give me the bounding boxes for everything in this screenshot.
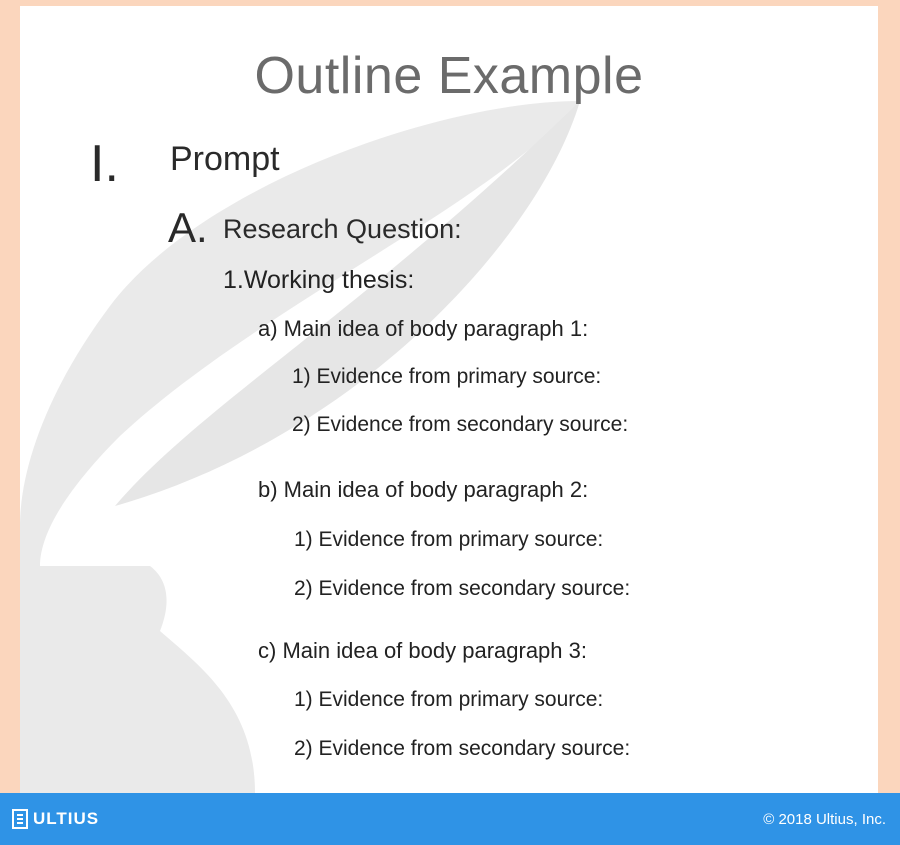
outline-section-label: Prompt	[170, 140, 280, 178]
outline-roman-numeral: I.	[90, 135, 119, 193]
outline-thesis-item	[223, 266, 414, 295]
ultius-logo	[12, 809, 99, 829]
outline-evidence-item: 1) Evidence from primary source:	[294, 688, 604, 711]
logo-text: ULTIUS	[33, 809, 100, 828]
outline-evidence-item: 1) Evidence from primary source:	[294, 528, 604, 551]
outline-paragraph-item: c) Main idea of body paragraph 3:	[258, 638, 587, 663]
outline-evidence-item: 2) Evidence from secondary source:	[292, 413, 629, 436]
copyright-text: © 2018 Ultius, Inc.	[763, 811, 886, 828]
page-title: Outline Example	[254, 47, 644, 105]
document-logo-icon	[12, 809, 30, 829]
outline-evidence-item: 2) Evidence from secondary source:	[294, 577, 631, 600]
outline-evidence-item: 1) Evidence from primary source:	[292, 365, 602, 388]
outline-thesis-number: 1.	[223, 266, 244, 294]
outline-subsection-letter: A.	[168, 204, 208, 251]
outline-paragraph-item: a) Main idea of body paragraph 1:	[258, 316, 589, 341]
outline-card	[20, 6, 878, 793]
outline-evidence-item: 2) Evidence from secondary source:	[294, 737, 631, 760]
outline-subsection-label: Research Question:	[223, 214, 462, 244]
footer-bar	[0, 793, 900, 845]
leaf-watermark-icon	[20, 6, 878, 793]
outline-paragraph-item: b) Main idea of body paragraph 2:	[258, 477, 589, 502]
outline-thesis-label: Working thesis:	[243, 266, 415, 294]
